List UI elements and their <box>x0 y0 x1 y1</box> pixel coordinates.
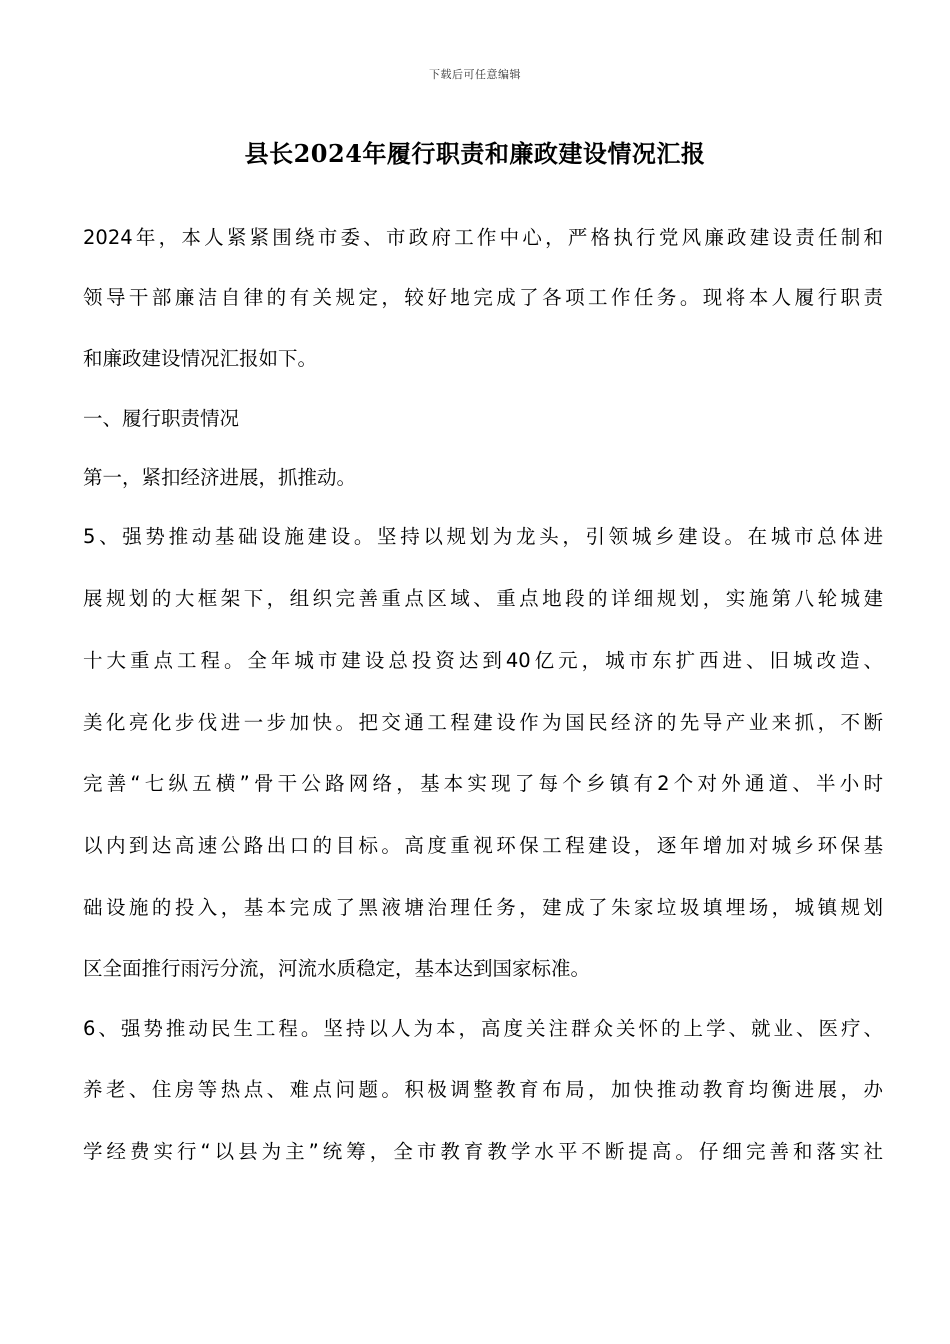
body-line: 养老、住房等热点、难点问题。积极调整教育布局，加快推动教育均衡进展，办 <box>83 1078 883 1101</box>
body-line: 完善“七纵五横”骨干公路网络，基本实现了每个乡镇有2个对外通道、半小时 <box>83 772 883 795</box>
body-line: 6、强势推动民生工程。坚持以人为本，高度关注群众关怀的上学、就业、医疗、 <box>83 1017 883 1040</box>
body-line: 美化亮化步伐进一步加快。把交通工程建设作为国民经济的先导产业来抓，不断 <box>83 711 883 734</box>
body-line: 以内到达高速公路出口的目标。高度重视环保工程建设，逐年增加对城乡环保基 <box>83 834 883 857</box>
section-heading: 一、履行职责情况 <box>83 407 240 430</box>
body-line: 和廉政建设情况汇报如下。 <box>83 347 318 370</box>
document-title: 县长2024年履行职责和廉政建设情况汇报 <box>244 139 706 168</box>
body-line: 2024年，本人紧紧围绕市委、市政府工作中心，严格执行党风廉政建设责任制和 <box>83 226 883 249</box>
body-line: 学经费实行“以县为主”统筹，全市教育教学水平不断提高。仔细完善和落实社 <box>83 1140 883 1163</box>
subsection-heading: 第一，紧扣经济进展，抓推动。 <box>83 466 357 489</box>
body-line: 区全面推行雨污分流，河流水质稳定，基本达到国家标准。 <box>83 957 591 980</box>
body-line: 十大重点工程。全年城市建设总投资达到40亿元，城市东扩西进、旧城改造、 <box>83 649 883 672</box>
body-line: 展规划的大框架下，组织完善重点区域、重点地段的详细规划，实施第八轮城建 <box>83 587 883 610</box>
body-line: 础设施的投入，基本完成了黑液塘治理任务，建成了朱家垃圾填埋场，城镇规划 <box>83 896 883 919</box>
body-line: 领导干部廉洁自律的有关规定，较好地完成了各项工作任务。现将本人履行职责 <box>83 286 883 309</box>
body-line: 5、强势推动基础设施建设。坚持以规划为龙头，引领城乡建设。在城市总体进 <box>83 525 883 548</box>
header-note: 下载后可任意编辑 <box>429 68 521 81</box>
